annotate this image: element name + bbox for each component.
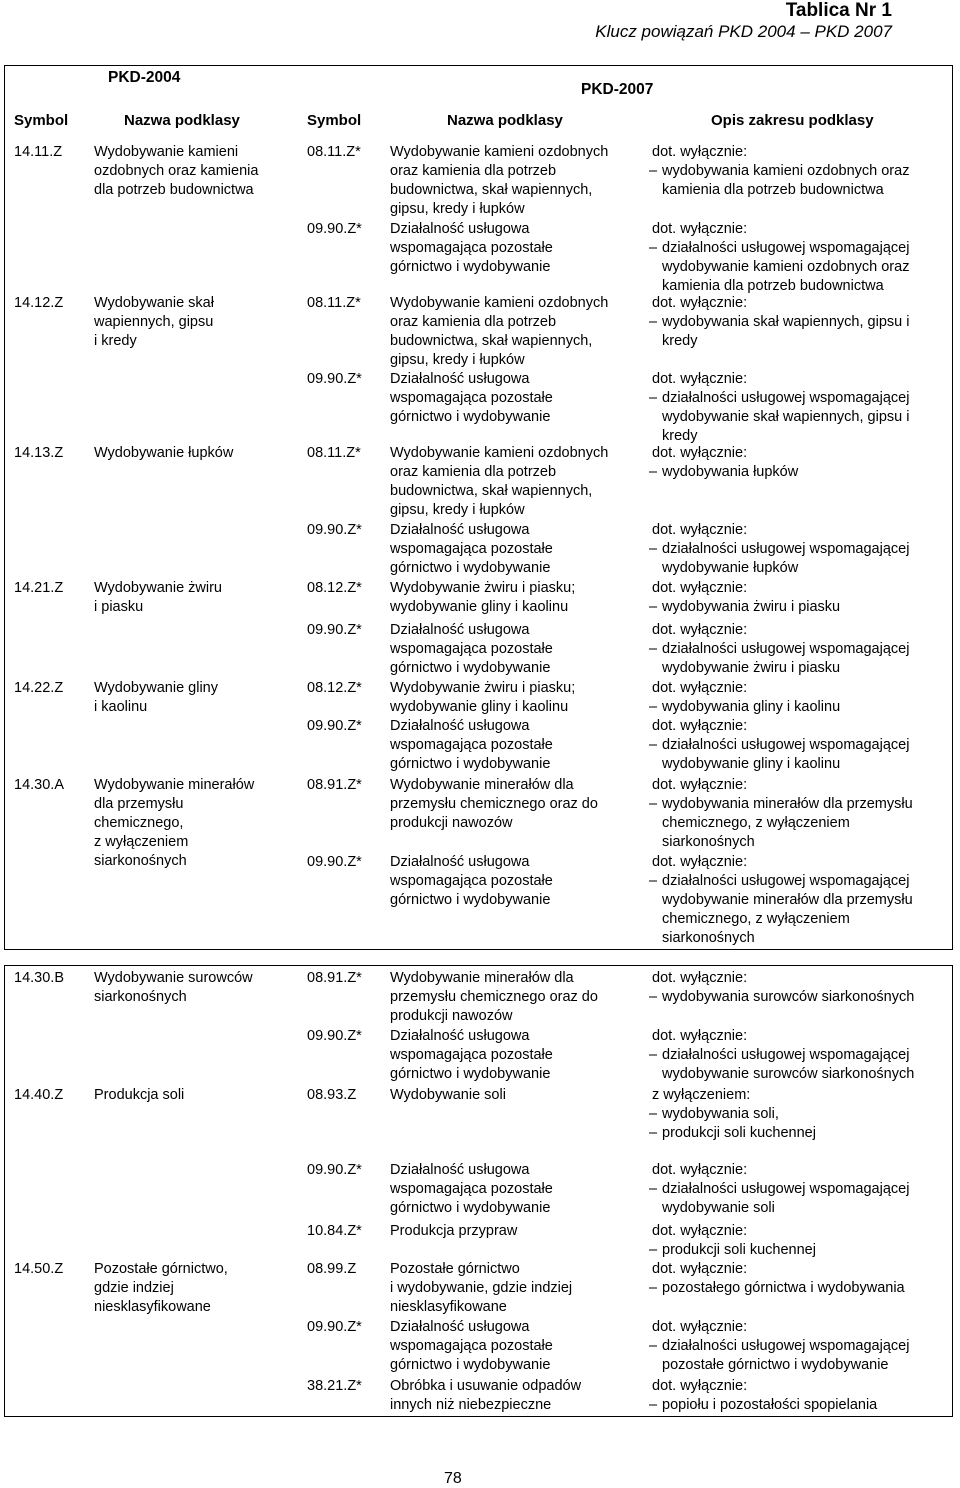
description-line: dot. wyłącznie: — [652, 718, 748, 734]
pkd2007-name-line: górnictwo i wydobywanie — [390, 259, 551, 275]
description-line: wydobywanie soli — [662, 1200, 775, 1216]
pkd2007-name-line: Wydobywanie minerałów dla — [390, 970, 574, 986]
pkd2007-symbol: 08.11.Z* — [307, 295, 361, 311]
pkd2004-name-line: ozdobnych oraz kamienia — [94, 163, 259, 179]
description-line: dot. wyłącznie: — [652, 522, 748, 538]
pkd2007-name-line: górnictwo i wydobywanie — [390, 756, 551, 772]
pkd2007-name-line: Obróbka i usuwanie odpadów — [390, 1378, 582, 1394]
pkd2007-symbol: 09.90.Z* — [307, 1319, 362, 1335]
pkd2007-name-line: niesklasyfikowane — [390, 1299, 507, 1315]
pkd2007-symbol: 08.11.Z* — [307, 445, 361, 461]
pkd2007-name-line: górnictwo i wydobywanie — [390, 1357, 551, 1373]
pkd2007-name-line: górnictwo i wydobywanie — [390, 892, 551, 908]
pkd2007-symbol: 10.84.Z* — [307, 1223, 362, 1239]
pkd2007-symbol: 08.91.Z* — [307, 777, 362, 793]
pkd2007-symbol: 08.93.Z — [307, 1087, 357, 1103]
pkd2004-symbol: 14.12.Z — [14, 295, 64, 311]
column-header-symbol-2007: Symbol — [307, 112, 362, 129]
group-header-pkd2004: PKD-2004 — [108, 69, 181, 86]
description-line: – wydobywania łupków — [649, 463, 798, 482]
pkd2007-name-line: budownictwa, skał wapiennych, — [390, 483, 593, 499]
pkd2007-name-line: produkcji nawozów — [390, 1008, 513, 1024]
pkd2007-name-line: wspomagająca pozostałe — [390, 737, 553, 753]
description-line: kredy — [662, 333, 698, 349]
description-line: wydobywanie surowców siarkonośnych — [662, 1066, 915, 1082]
description-line: dot. wyłącznie: — [652, 1162, 748, 1178]
pkd2004-name-line: Wydobywanie kamieni — [94, 144, 239, 160]
description-line: dot. wyłącznie: — [652, 1378, 748, 1394]
pkd2007-name-line: górnictwo i wydobywanie — [390, 1066, 551, 1082]
group-header-pkd2007: PKD-2007 — [581, 81, 654, 98]
pkd2007-name-line: Wydobywanie kamieni ozdobnych — [390, 445, 609, 461]
description-line: dot. wyłącznie: — [652, 580, 748, 596]
pkd2007-name-line: Działalność usługowa — [390, 1162, 530, 1178]
pkd2007-name-line: wspomagająca pozostałe — [390, 240, 553, 256]
description-line: – wydobywania skał wapiennych, gipsu i — [649, 313, 909, 332]
column-header-symbol-2004: Symbol — [14, 112, 69, 129]
pkd2007-name-line: produkcji nawozów — [390, 815, 513, 831]
pkd2007-symbol: 09.90.Z* — [307, 371, 362, 387]
description-line: – działalności usługowej wspomagającej — [649, 1046, 909, 1065]
pkd2004-name-line: Pozostałe górnictwo, — [94, 1261, 228, 1277]
pkd2007-name-line: wspomagająca pozostałe — [390, 641, 553, 657]
pkd2004-symbol: 14.30.B — [14, 970, 64, 986]
description-line: kamienia dla potrzeb budownictwa — [662, 182, 884, 198]
pkd2007-name-line: wspomagająca pozostałe — [390, 873, 553, 889]
pkd2004-name-line: dla przemysłu — [94, 796, 184, 812]
description-line: dot. wyłącznie: — [652, 1028, 748, 1044]
pkd2007-name-line: oraz kamienia dla potrzeb — [390, 314, 557, 330]
pkd2004-name-line: Wydobywanie łupków — [94, 445, 234, 461]
pkd2007-symbol: 38.21.Z* — [307, 1378, 362, 1394]
pkd2007-name-line: Działalność usługowa — [390, 522, 530, 538]
pkd2004-name-line: Produkcja soli — [94, 1087, 185, 1103]
pkd2004-name-line: i piasku — [94, 599, 144, 615]
pkd2004-symbol: 14.13.Z — [14, 445, 64, 461]
description-line: – działalności usługowej wspomagającej — [649, 540, 909, 559]
pkd2007-symbol: 09.90.Z* — [307, 622, 362, 638]
description-line: – wydobywania soli, — [649, 1105, 779, 1124]
pkd2007-symbol: 08.11.Z* — [307, 144, 361, 160]
page-number: 78 — [444, 1470, 462, 1487]
description-line: dot. wyłącznie: — [652, 371, 748, 387]
pkd2004-symbol: 14.21.Z — [14, 580, 64, 596]
description-line: – produkcji soli kuchennej — [649, 1124, 816, 1143]
pkd2004-name-line: i kredy — [94, 333, 137, 349]
pkd2007-name-line: Produkcja przypraw — [390, 1223, 518, 1239]
description-line: – wydobywania żwiru i piasku — [649, 598, 840, 617]
pkd2007-name-line: budownictwa, skał wapiennych, — [390, 182, 593, 198]
pkd2007-name-line: Wydobywanie żwiru i piasku; — [390, 580, 576, 596]
description-line: – działalności usługowej wspomagającej — [649, 1337, 909, 1356]
description-line: siarkonośnych — [662, 834, 755, 850]
pkd2007-name-line: górnictwo i wydobywanie — [390, 560, 551, 576]
description-line: – działalności usługowej wspomagającej — [649, 736, 909, 755]
pkd2007-symbol: 09.90.Z* — [307, 221, 362, 237]
pkd2007-name-line: Działalność usługowa — [390, 1319, 530, 1335]
description-line: dot. wyłącznie: — [652, 144, 748, 160]
pkd2007-symbol: 09.90.Z* — [307, 1162, 362, 1178]
description-line: chemicznego, z wyłączeniem — [662, 911, 850, 927]
column-header-name-2004: Nazwa podklasy — [124, 112, 240, 129]
pkd2007-name-line: Działalność usługowa — [390, 221, 530, 237]
pkd2007-name-line: wydobywanie gliny i kaolinu — [390, 599, 569, 615]
description-line: – działalności usługowej wspomagającej — [649, 389, 909, 408]
pkd2007-name-line: gipsu, kredy i łupków — [390, 352, 525, 368]
pkd2007-name-line: Działalność usługowa — [390, 371, 530, 387]
pkd2007-name-line: budownictwa, skał wapiennych, — [390, 333, 593, 349]
pkd2004-symbol: 14.22.Z — [14, 680, 64, 696]
description-line: – wydobywania surowców siarkonośnych — [649, 988, 914, 1007]
document-subtitle: Klucz powiązań PKD 2004 – PKD 2007 — [595, 22, 892, 41]
pkd2007-name-line: wspomagająca pozostałe — [390, 1047, 553, 1063]
description-line: – działalności usługowej wspomagającej — [649, 640, 909, 659]
description-line: z wyłączeniem: — [652, 1087, 751, 1103]
pkd2007-name-line: gipsu, kredy i łupków — [390, 502, 525, 518]
description-line: wydobywanie minerałów dla przemysłu — [662, 892, 913, 908]
pkd2007-name-line: Działalność usługowa — [390, 1028, 530, 1044]
pkd2004-name-line: i kaolinu — [94, 699, 148, 715]
pkd2004-name-line: Wydobywanie surowców — [94, 970, 253, 986]
pkd2007-symbol: 08.12.Z* — [307, 580, 362, 596]
description-line: – działalności usługowej wspomagającej — [649, 1180, 909, 1199]
pkd2007-name-line: oraz kamienia dla potrzeb — [390, 464, 557, 480]
description-line: – popiołu i pozostałości spopielania — [649, 1396, 877, 1415]
pkd2004-name-line: Wydobywanie minerałów — [94, 777, 255, 793]
pkd2007-name-line: Działalność usługowa — [390, 854, 530, 870]
pkd2007-name-line: Wydobywanie żwiru i piasku; — [390, 680, 576, 696]
description-line: siarkonośnych — [662, 930, 755, 946]
description-line: wydobywanie łupków — [662, 560, 799, 576]
description-line: chemicznego, z wyłączeniem — [662, 815, 850, 831]
pkd2004-name-line: siarkonośnych — [94, 853, 187, 869]
description-line: dot. wyłącznie: — [652, 1261, 748, 1277]
pkd2007-name-line: Wydobywanie kamieni ozdobnych — [390, 144, 609, 160]
pkd2007-name-line: wspomagająca pozostałe — [390, 1338, 553, 1354]
pkd2007-symbol: 09.90.Z* — [307, 1028, 362, 1044]
description-line: dot. wyłącznie: — [652, 1223, 748, 1239]
pkd2004-name-line: chemicznego, — [94, 815, 184, 831]
description-line: – pozostałego górnictwa i wydobywania — [649, 1279, 905, 1298]
pkd2004-symbol: 14.50.Z — [14, 1261, 64, 1277]
pkd2007-name-line: wspomagająca pozostałe — [390, 1181, 553, 1197]
pkd2004-name-line: Wydobywanie gliny — [94, 680, 218, 696]
description-line: – wydobywania kamieni ozdobnych oraz — [649, 162, 909, 181]
description-line: wydobywanie skał wapiennych, gipsu i — [662, 409, 910, 425]
description-line: wydobywanie kamieni ozdobnych oraz — [662, 259, 910, 275]
pkd2007-name-line: przemysłu chemicznego oraz do — [390, 989, 598, 1005]
pkd2007-name-line: wspomagająca pozostałe — [390, 390, 553, 406]
description-line: dot. wyłącznie: — [652, 970, 748, 986]
pkd2007-symbol: 08.99.Z — [307, 1261, 357, 1277]
description-line: dot. wyłącznie: — [652, 777, 748, 793]
pkd2007-name-line: i wydobywanie, gdzie indziej — [390, 1280, 573, 1296]
pkd2007-symbol: 09.90.Z* — [307, 854, 362, 870]
description-line: – wydobywania minerałów dla przemysłu — [649, 795, 913, 814]
description-line: dot. wyłącznie: — [652, 445, 748, 461]
description-line: dot. wyłącznie: — [652, 680, 748, 696]
pkd2004-name-line: wapiennych, gipsu — [94, 314, 214, 330]
pkd2004-symbol: 14.30.A — [14, 777, 64, 793]
description-line: kredy — [662, 428, 698, 444]
pkd2007-name-line: Wydobywanie soli — [390, 1087, 506, 1103]
pkd2007-name-line: górnictwo i wydobywanie — [390, 409, 551, 425]
pkd2007-name-line: wspomagająca pozostałe — [390, 541, 553, 557]
description-line: – wydobywania gliny i kaolinu — [649, 698, 840, 717]
pkd2007-name-line: przemysłu chemicznego oraz do — [390, 796, 598, 812]
description-line: dot. wyłącznie: — [652, 295, 748, 311]
description-line: kamienia dla potrzeb budownictwa — [662, 278, 884, 294]
pkd2004-name-line: gdzie indziej — [94, 1280, 174, 1296]
pkd2007-name-line: Działalność usługowa — [390, 622, 530, 638]
pkd2007-name-line: wydobywanie gliny i kaolinu — [390, 699, 569, 715]
pkd2007-name-line: gipsu, kredy i łupków — [390, 201, 525, 217]
pkd2007-name-line: oraz kamienia dla potrzeb — [390, 163, 557, 179]
pkd2004-name-line: dla potrzeb budownictwa — [94, 182, 254, 198]
pkd2004-name-line: niesklasyfikowane — [94, 1299, 211, 1315]
description-line: wydobywanie żwiru i piasku — [662, 660, 841, 676]
description-line: dot. wyłącznie: — [652, 854, 748, 870]
pkd2007-name-line: Wydobywanie kamieni ozdobnych — [390, 295, 609, 311]
pkd2007-name-line: górnictwo i wydobywanie — [390, 1200, 551, 1216]
pkd2007-symbol: 08.12.Z* — [307, 680, 362, 696]
pkd2007-name-line: Działalność usługowa — [390, 718, 530, 734]
pkd2007-name-line: górnictwo i wydobywanie — [390, 660, 551, 676]
pkd2007-name-line: Pozostałe górnictwo — [390, 1261, 520, 1277]
pkd2007-symbol: 09.90.Z* — [307, 718, 362, 734]
document-title: Tablica Nr 1 — [785, 0, 892, 21]
description-line: – działalności usługowej wspomagającej — [649, 239, 909, 258]
pkd2004-name-line: z wyłączeniem — [94, 834, 189, 850]
description-line: dot. wyłącznie: — [652, 1319, 748, 1335]
pkd2004-name-line: Wydobywanie skał — [94, 295, 214, 311]
pkd2007-symbol: 08.91.Z* — [307, 970, 362, 986]
description-line: dot. wyłącznie: — [652, 221, 748, 237]
description-line: wydobywanie gliny i kaolinu — [662, 756, 841, 772]
pkd2004-symbol: 14.11.Z — [14, 144, 63, 160]
description-line: dot. wyłącznie: — [652, 622, 748, 638]
column-header-description: Opis zakresu podklasy — [711, 112, 874, 129]
pkd2004-name-line: Wydobywanie żwiru — [94, 580, 223, 596]
pkd2007-symbol: 09.90.Z* — [307, 522, 362, 538]
column-header-name-2007: Nazwa podklasy — [447, 112, 563, 129]
description-line: pozostałe górnictwo i wydobywanie — [662, 1357, 889, 1373]
pkd2007-name-line: Wydobywanie minerałów dla — [390, 777, 574, 793]
pkd2004-symbol: 14.40.Z — [14, 1087, 64, 1103]
description-line: – działalności usługowej wspomagającej — [649, 872, 909, 891]
description-line: – produkcji soli kuchennej — [649, 1241, 816, 1260]
pkd2007-name-line: innych niż niebezpieczne — [390, 1397, 552, 1413]
pkd2004-name-line: siarkonośnych — [94, 989, 187, 1005]
